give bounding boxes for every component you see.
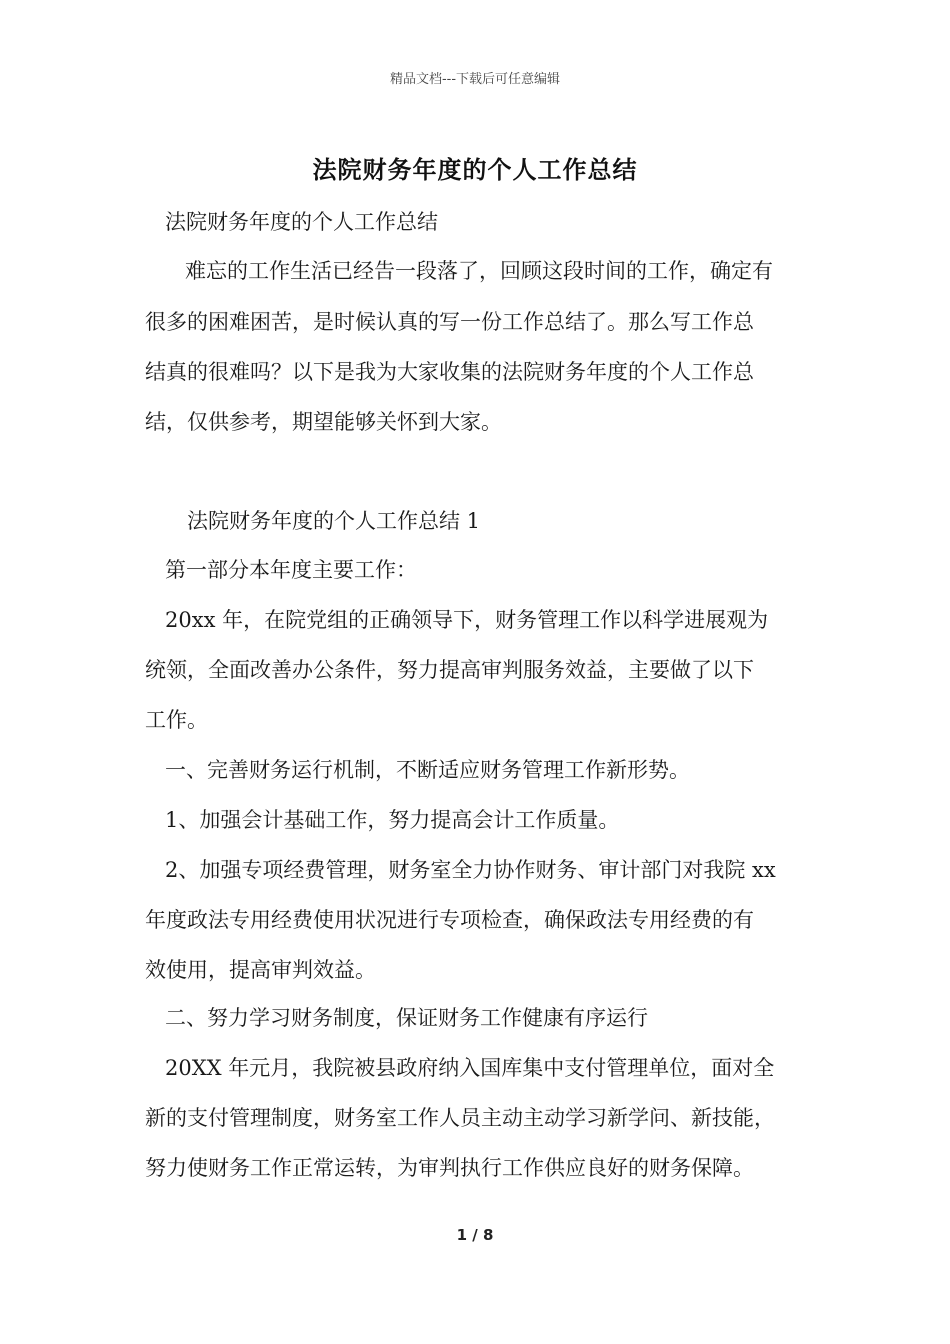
paragraph-line: 结，仅供参考，期望能够关怀到大家。: [145, 410, 502, 434]
paragraph-line: 二、努力学习财务制度，保证财务工作健康有序运行: [165, 1006, 648, 1030]
paragraph-line: 努力使财务工作正常运转，为审判执行工作供应良好的财务保障。: [145, 1156, 754, 1180]
paragraph-line: 工作。: [145, 708, 208, 732]
subtitle-line: 法院财务年度的个人工作总结: [165, 210, 438, 234]
paragraph-line: 效使用，提高审判效益。: [145, 958, 376, 982]
paragraph-line: 1、加强会计基础工作，努力提高会计工作质量。: [165, 808, 620, 832]
paragraph-line: 难忘的工作生活已经告一段落了，回顾这段时间的工作，确定有: [185, 259, 773, 283]
paragraph-line: 2、加强专项经费管理，财务室全力协作财务、审计部门对我院 xx: [165, 858, 776, 882]
page-indicator: 1 / 8: [456, 1226, 494, 1244]
paragraph-line: 统领，全面改善办公条件，努力提高审判服务效益，主要做了以下: [145, 658, 754, 682]
paragraph-line: 很多的困难困苦，是时候认真的写一份工作总结了。那么写工作总: [145, 310, 754, 334]
section-heading: 法院财务年度的个人工作总结 1: [187, 509, 481, 533]
paragraph-line: 第一部分本年度主要工作：: [165, 558, 417, 582]
paragraph-line: 年度政法专用经费使用状况进行专项检查，确保政法专用经费的有: [145, 908, 754, 932]
document-title: 法院财务年度的个人工作总结: [312, 155, 638, 184]
paragraph-line: 20xx 年，在院党组的正确领导下，财务管理工作以科学进展观为: [165, 608, 769, 632]
paragraph-line: 结真的很难吗？以下是我为大家收集的法院财务年度的个人工作总: [145, 360, 754, 384]
paragraph-line: 20XX 年元月，我院被县政府纳入国库集中支付管理单位，面对全: [165, 1056, 775, 1080]
paragraph-line: 新的支付管理制度，财务室工作人员主动主动学习新学问、新技能，: [145, 1106, 775, 1130]
paragraph-line: 一、完善财务运行机制，不断适应财务管理工作新形势。: [165, 758, 690, 782]
header-note: 精品文档---下载后可任意编辑: [389, 72, 561, 87]
